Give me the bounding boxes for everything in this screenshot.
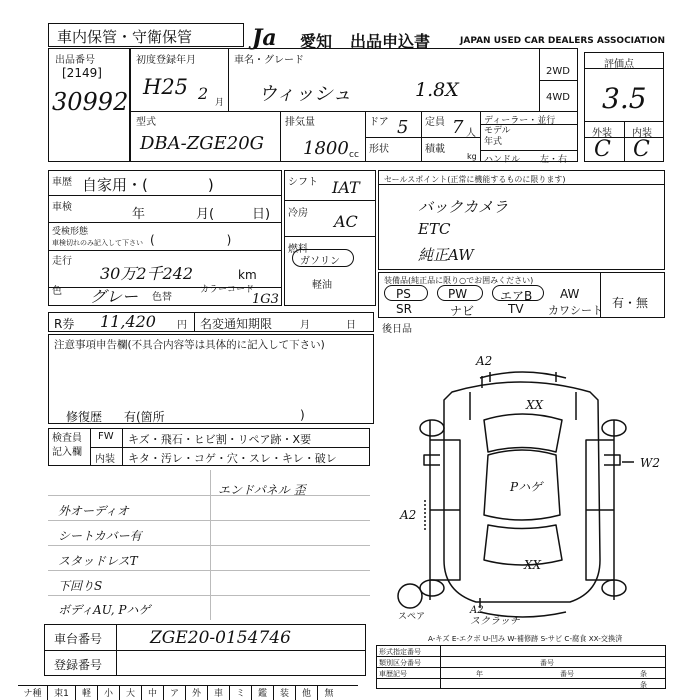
category-item: 束1 xyxy=(48,686,76,700)
category-item: 他 xyxy=(296,686,318,700)
displacement-unit: cc xyxy=(349,150,359,160)
equipment-label: 装備品(純正品に限り○でお囲みください) xyxy=(384,276,534,285)
damage-left-a2: A2 xyxy=(400,508,417,522)
recycle-unit: 円 xyxy=(177,320,187,331)
code-row-1: 形式指定番号 xyxy=(379,648,421,656)
category-item: 車 xyxy=(208,686,230,700)
recycle-value: 11,420 xyxy=(100,312,156,331)
fuel-diesel: 軽油 xyxy=(312,280,332,291)
damage-front-a2: A2 xyxy=(476,354,493,368)
drive-2wd: 2WD xyxy=(546,66,570,77)
damage-hood-xx: XX xyxy=(526,398,544,412)
logo-mark: Ja xyxy=(252,25,277,51)
code-row-2: 類別区分番号 xyxy=(379,659,421,667)
color-code-label: カラーコード xyxy=(200,285,255,295)
equipment-ps: PS xyxy=(396,287,411,301)
note-end-panel: エンドパネル 歪 xyxy=(218,483,306,497)
model-name-value: ウィッシュ xyxy=(258,83,352,105)
capacity-label: 定員 xyxy=(425,117,445,128)
association-name: JAPAN USED CAR DEALERS ASSOCIATION xyxy=(460,36,665,46)
equipment-pw: PW xyxy=(448,287,468,301)
damage-roof-paint: Pハゲ xyxy=(510,480,543,494)
interior-label: 内装 xyxy=(632,128,652,139)
equipment-navi: ナビ xyxy=(450,304,475,318)
displacement-label: 排気量 xyxy=(285,117,315,128)
type-code-label: 型式 xyxy=(136,117,156,128)
drive-4wd: 4WD xyxy=(546,92,570,103)
inspector-interior-items: キタ・汚レ・コゲ・穴・スレ・キレ・破レ xyxy=(128,452,337,465)
category-item: ア xyxy=(164,686,186,700)
code-row-3c: 条 xyxy=(640,670,647,678)
fuel-gasoline: ガソリン xyxy=(300,256,340,267)
capacity-unit: 人 xyxy=(466,128,476,139)
storage-label: 車内保管・守衛保管 xyxy=(57,28,193,46)
inspector-note-5: ボディAU, Pハゲ xyxy=(58,603,151,617)
handle-label: ハンドル xyxy=(484,155,521,165)
category-item: 小 xyxy=(98,686,120,700)
equipment-tv: TV xyxy=(508,302,524,316)
color-value: グレー xyxy=(90,287,139,306)
repair-history-value: 有(箇所 xyxy=(124,410,165,424)
interior-grade: C xyxy=(633,137,650,162)
fuel-label: 燃料 xyxy=(288,244,308,255)
load-unit: kg xyxy=(467,152,477,161)
repair-history-label: 修復歴 xyxy=(66,410,103,424)
capacity-value: 7 xyxy=(452,117,464,138)
notes-label: 注意事項申告欄(不具合内容等は具体的に記入して下さい) xyxy=(54,339,325,351)
repaint-label: 色替 xyxy=(152,292,172,303)
usage-value: 自家用・( ) xyxy=(82,176,214,194)
score-label: 評価点 xyxy=(604,59,634,70)
damage-rear-a2: A2 スクラッチ xyxy=(470,605,520,627)
equipment-seat: カワシート xyxy=(548,304,603,317)
inspection-month: 月( xyxy=(196,207,215,222)
inspector-interior: 内装 xyxy=(95,454,115,465)
logo-name: 愛知 xyxy=(300,32,333,51)
inspection-type-value: ( ) xyxy=(150,233,232,247)
code-row-4c: 条 xyxy=(640,681,647,689)
shift-label: シフト xyxy=(288,177,318,188)
code-row-3a: 車歴記号 xyxy=(379,670,407,678)
score-value: 3.5 xyxy=(602,82,647,115)
first-reg-month-unit: 月 xyxy=(215,98,225,108)
damage-rear-xx: XX xyxy=(524,558,542,572)
lot-label: 出品番号 xyxy=(55,55,95,66)
ac-value: AC xyxy=(334,212,358,231)
code-row-4b: 番号 xyxy=(560,670,574,678)
load-label: 積載 xyxy=(425,144,445,155)
lot-sub-number: [2149] xyxy=(62,66,102,80)
model-year-label: モデル 年式 xyxy=(484,126,511,147)
mileage-unit: km xyxy=(238,268,257,282)
equipment-rating: 有・無 xyxy=(612,296,649,310)
first-reg-month: 2 xyxy=(198,84,209,103)
color-code-value: 1G3 xyxy=(252,292,279,307)
category-item: 外 xyxy=(186,686,208,700)
code-row-4a: 年 xyxy=(476,670,483,678)
inspector-label: 検査員 記入欄 xyxy=(52,433,82,458)
exterior-label: 外装 xyxy=(592,128,612,139)
exterior-grade: C xyxy=(594,137,611,162)
equipment-airbag: エアB xyxy=(500,289,533,303)
type-code-value: DBA-ZGE20G xyxy=(140,133,265,154)
inspector-fw: FW xyxy=(98,431,114,442)
ac-label: 冷房 xyxy=(288,208,308,219)
code-row-3b: 番号 xyxy=(540,659,554,667)
notice-month: 月 xyxy=(300,320,310,331)
displacement-value: 1800 xyxy=(303,138,349,159)
selling-point-3: 純正AW xyxy=(418,246,474,264)
inspection-type-label: 受検形態 xyxy=(52,227,89,237)
doors-label: ドア xyxy=(369,117,389,128)
repair-history-close: ) xyxy=(300,408,305,422)
bottom-category-row xyxy=(18,685,358,700)
damage-right-w2: W2 xyxy=(640,456,660,470)
shift-value: IAT xyxy=(332,178,360,197)
notice-deadline-label: 名変通知期限 xyxy=(200,317,273,331)
lot-number: 30992 xyxy=(52,88,129,116)
inspector-note-4: 下回りS xyxy=(58,579,103,593)
registration-label: 登録番号 xyxy=(54,658,103,672)
later-items-label: 後日品 xyxy=(382,324,412,335)
category-item: 大 xyxy=(120,686,142,700)
selling-points-label: セールスポイント(正常に機能するものに限ります) xyxy=(384,175,566,184)
usage-label: 車歴 xyxy=(52,177,72,188)
category-item: 鑑 xyxy=(252,686,274,700)
dealer-parallel: ディーラー・並行 xyxy=(484,116,556,126)
selling-point-1: バックカメラ xyxy=(418,198,509,216)
category-item: 軽 xyxy=(76,686,98,700)
inspection-label: 車検 xyxy=(52,202,72,213)
chassis-number: ZGE20-0154746 xyxy=(150,628,291,648)
inspection-year: 年 xyxy=(132,207,146,222)
model-name-label: 車名・グレード xyxy=(234,55,304,66)
handle-value: 左・右 xyxy=(540,155,568,165)
mileage-value: 30万2千242 xyxy=(100,264,194,283)
notice-day: 日 xyxy=(346,320,356,331)
first-reg-year: H25 xyxy=(143,75,189,99)
damage-legend: A-キズ E-エクボ U-凹み W-補修跡 S-サビ C-腐食 XX-交換済 xyxy=(428,634,623,643)
doors-value: 5 xyxy=(397,117,409,138)
equipment-sr: SR xyxy=(396,302,412,316)
inspector-note-2: シートカバー有 xyxy=(58,529,142,543)
shape-label: 形状 xyxy=(369,144,389,155)
form-title: 出品申込書 xyxy=(350,32,431,51)
color-label: 色 xyxy=(52,286,62,297)
chassis-label: 車台番号 xyxy=(54,632,103,646)
category-item: ミ xyxy=(230,686,252,700)
recycle-label: R券 xyxy=(54,317,75,331)
category-item: 無 xyxy=(324,689,334,699)
selling-point-2: ETC xyxy=(418,220,451,238)
inspection-day: 日) xyxy=(252,207,271,222)
inspector-note-1: 外オーディオ xyxy=(58,504,130,518)
first-reg-label: 初度登録年月 xyxy=(136,55,196,66)
inspector-fw-items: キズ・飛石・ヒビ割・リペア跡・X要 xyxy=(128,433,312,446)
mileage-label: 走行 xyxy=(52,256,72,267)
category-item: ナ種 xyxy=(18,686,48,700)
category-item: 中 xyxy=(142,686,164,700)
model-grade-value: 1.8X xyxy=(415,79,459,101)
spare-tire-label: スペア xyxy=(398,612,426,622)
inspection-type-note: 車検切れのみ記入して下さい xyxy=(52,239,143,247)
category-item: 装 xyxy=(274,686,296,700)
equipment-aw: AW xyxy=(560,287,580,301)
inspector-note-3: スタッドレスT xyxy=(58,554,138,568)
